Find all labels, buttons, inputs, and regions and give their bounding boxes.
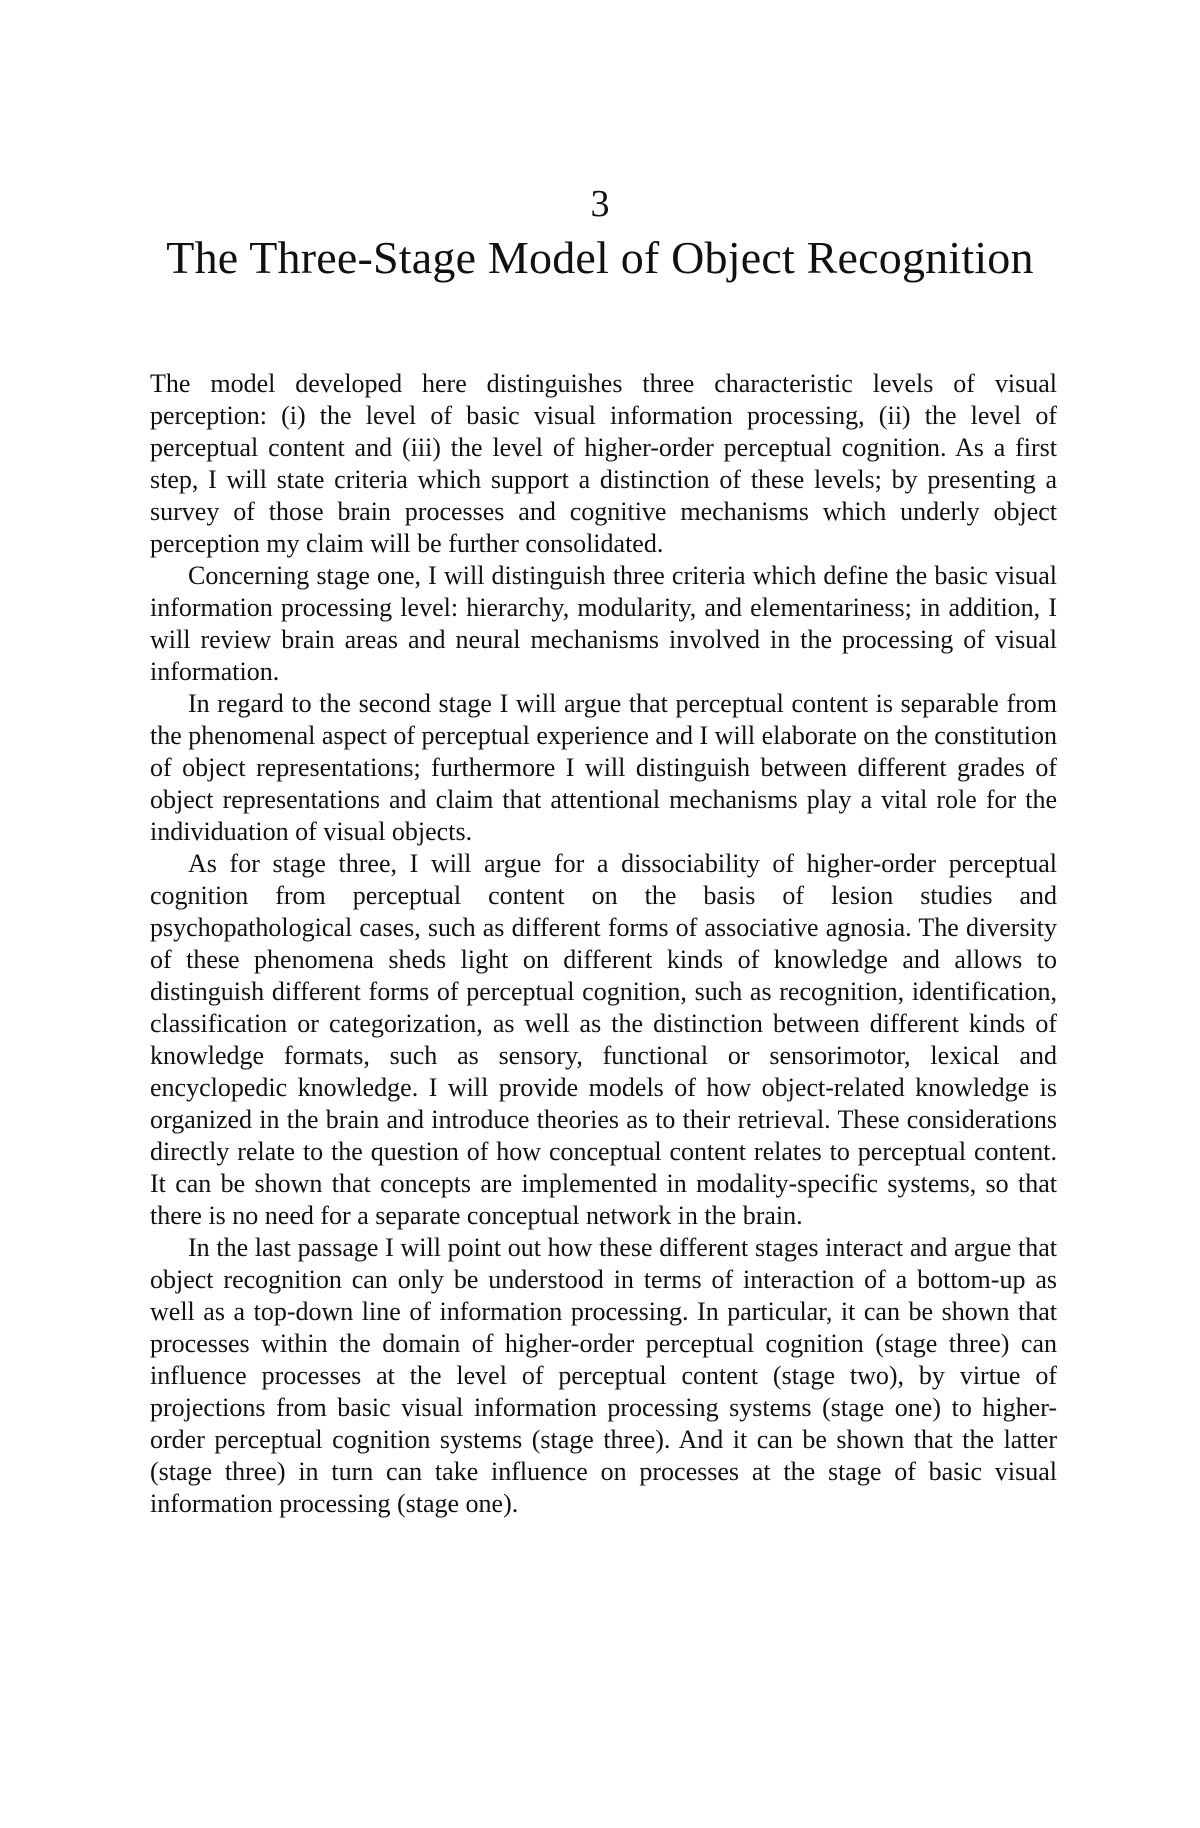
paragraph-stage-three: As for stage three, I will argue for a dissociability of higher-order perceptual cognition from perceptual content on the basis of lesion studies and psychopathological cases, such as different forms of associative agnosia. The diversity of these phenomena sheds light on different kinds of knowledge and allows to distinguish different forms of perceptual cognition, such as recognition, identification, classification or categorization, as well as the distinction between different kinds of knowledge formats, such as sensory, functional or sensorimotor, lexical and encyclopedic knowledge. I will provide models of how object-related knowledge is organized in the brain and introduce theories as to their retrieval. These considerations directly relate to the question of how conceptual content relates to perceptual content. It can be shown that concepts are implemented in modality-specific systems, so that there is no need for a separate conceptual network in the brain.: [150, 849, 1057, 1230]
chapter-number: 3: [590, 183, 610, 225]
paragraph-interaction: In the last passage I will point out how these different stages interact and argue that object recognition can only be understood in terms of interaction of a bottom-up as well as a top-down line of information processing. In particular, it can be shown that processes within the domain of higher-order perceptual cognition (stage three) can influence processes at the level of perceptual content (stage two), by virtue of projections from basic visual information processing systems (stage one) to higher-order perceptual cognition systems (stage three). And it can be shown that the latter (stage three) in turn can take influence on processes at the stage of basic visual information processing (stage one).: [150, 1233, 1057, 1518]
paragraph-stage-two: In regard to the second stage I will argue that perceptual content is separable from the phenomenal aspect of perceptual experience and I will elaborate on the constitution of object representations; furthermore I will distinguish between different grades of object representations and claim that attentional mechanisms play a vital role for the individuation of visual objects.: [150, 689, 1057, 846]
paragraph-stage-one: Concerning stage one, I will distinguish three criteria which define the basic visual information processing level: hierarchy, modularity, and elementariness; in addition, I will review brain areas and neural mechanisms involved in the processing of visual information.: [150, 561, 1057, 686]
chapter-body: [150, 368, 1057, 1520]
chapter-title: The Three-Stage Model of Object Recognition: [166, 232, 1034, 283]
paragraph-intro: The model developed here distinguishes three characteristic levels of visual perception: (i) the level of basic visual information processing, (ii) the level of perceptual content and (iii) the level of higher-order perceptual cognition. As a first step, I will state criteria which support a distinction of these levels; by presenting a survey of those brain processes and cognitive mechanisms which underly object perception my claim will be further consolidated.: [150, 369, 1057, 558]
